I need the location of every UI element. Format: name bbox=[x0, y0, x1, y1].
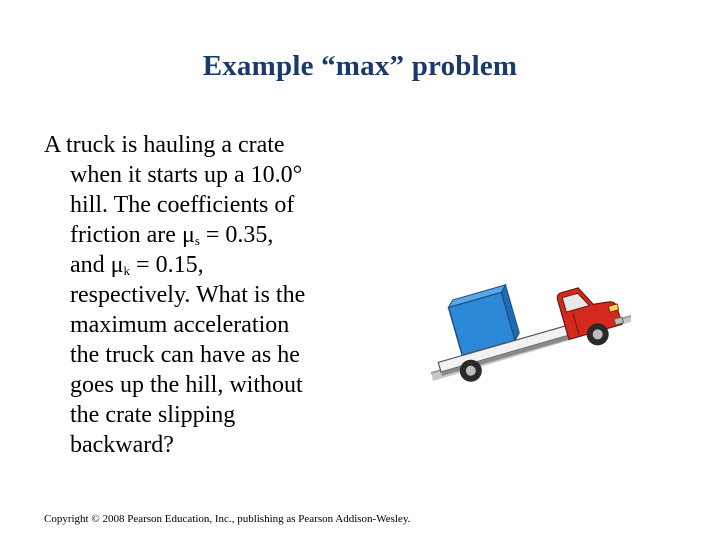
static-coefficient: = 0.35, bbox=[199, 222, 274, 248]
kinetic-coefficient: = 0.15, bbox=[130, 252, 204, 278]
static-subscript: s bbox=[194, 233, 200, 248]
friction-label: friction are μ bbox=[70, 222, 195, 248]
problem-line-10: the crate slipping bbox=[70, 402, 236, 428]
truck-figure-svg bbox=[428, 250, 633, 390]
kinetic-label: and μ bbox=[70, 252, 124, 278]
problem-line-11: backward? bbox=[70, 432, 174, 458]
problem-line-6: respectively. What is the bbox=[70, 282, 306, 308]
problem-line-4 bbox=[44, 220, 374, 250]
truck-on-hill-illustration bbox=[428, 250, 633, 390]
problem-line-9: goes up the hill, without bbox=[70, 372, 303, 398]
problem-line-8: the truck can have as he bbox=[70, 342, 300, 368]
problem-statement bbox=[44, 130, 374, 460]
copyright-notice: Copyright © 2008 Pearson Education, Inc., publishing as Pearson Addison-Wesley. bbox=[44, 513, 411, 525]
truck bbox=[428, 256, 628, 389]
kinetic-subscript: k bbox=[123, 263, 131, 278]
problem-line-3: hill. The coefficients of bbox=[70, 192, 295, 218]
problem-line-5 bbox=[44, 250, 374, 280]
problem-line-2: when it starts up a 10.0° bbox=[70, 162, 303, 188]
problem-line-1: A truck is hauling a crate bbox=[44, 132, 285, 158]
problem-line-7: maximum acceleration bbox=[70, 312, 290, 338]
slide-title: Example “max” problem bbox=[202, 50, 518, 82]
